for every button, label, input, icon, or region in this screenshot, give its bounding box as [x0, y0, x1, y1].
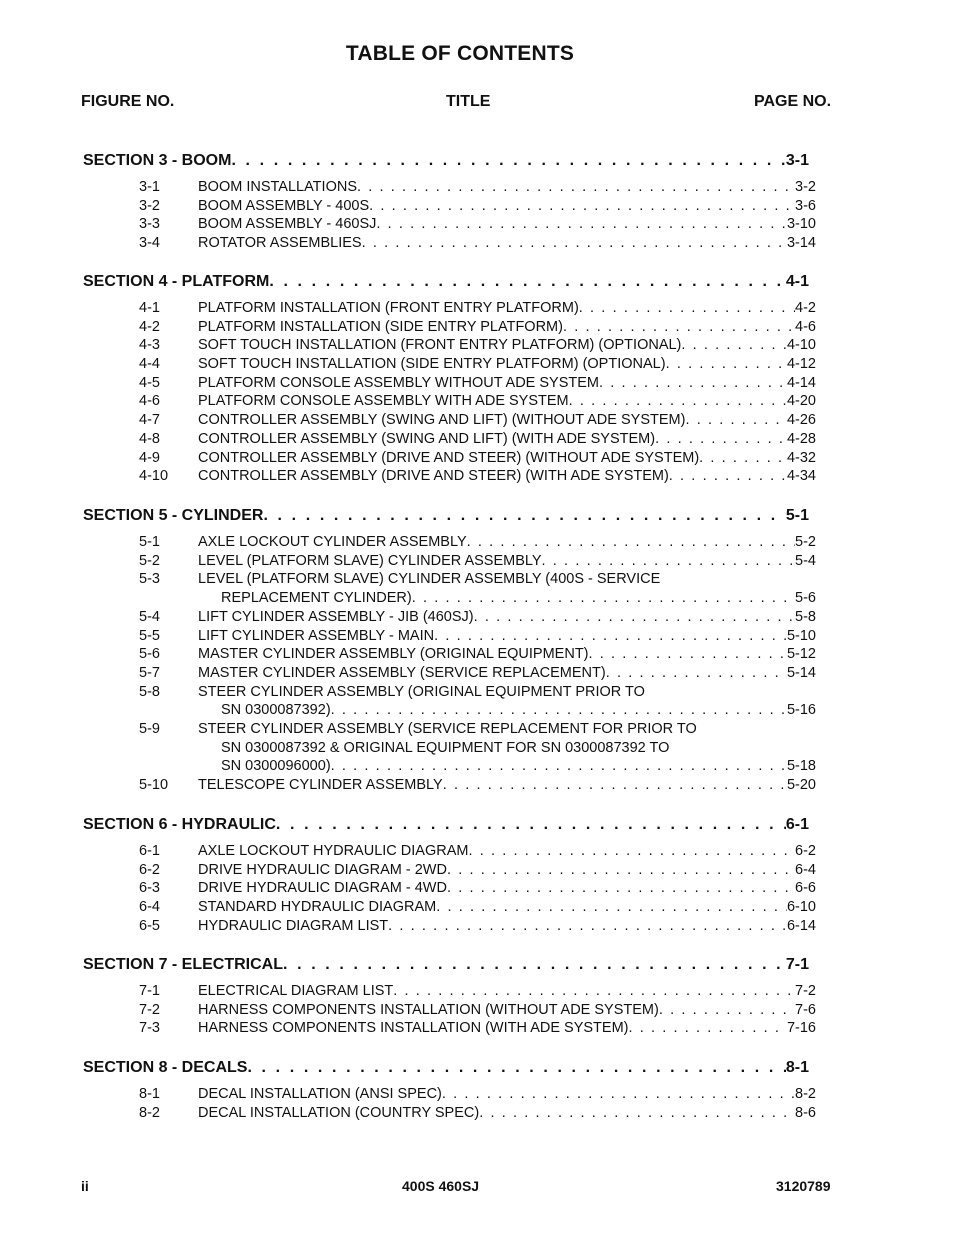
- toc-entry-line: [198, 216, 816, 232]
- figure-number: 3-4: [139, 235, 160, 251]
- toc-entry-line: [198, 665, 816, 681]
- toc-entry-line: [221, 702, 816, 718]
- toc-entry-line: [198, 880, 816, 896]
- dot-leader: [542, 553, 795, 569]
- toc-entry-line: [198, 179, 816, 195]
- dot-leader: [276, 816, 786, 834]
- entry-page-number: 4-20: [786, 393, 816, 409]
- entry-page-number: 6-4: [795, 862, 816, 878]
- footer-page-number: ii: [81, 1178, 89, 1194]
- figure-number: 4-1: [139, 300, 160, 316]
- dot-leader: [357, 179, 795, 195]
- toc-entry-line: [198, 337, 816, 353]
- dot-leader: [442, 1086, 795, 1102]
- toc-entry[interactable]: [139, 179, 816, 197]
- section-heading[interactable]: [83, 273, 809, 293]
- toc-entry-line: [198, 777, 816, 793]
- toc-entry-line: [198, 235, 816, 251]
- toc-entry-line: [198, 356, 816, 372]
- figure-number: 6-2: [139, 862, 160, 878]
- entry-title: MASTER CYLINDER ASSEMBLY (SERVICE REPLACEMENT): [198, 665, 606, 681]
- toc-entry-line: [198, 843, 816, 859]
- dot-leader: [369, 198, 795, 214]
- entry-page-number: 5-2: [795, 534, 816, 550]
- section-heading-line: [83, 507, 809, 525]
- section-page-number: 6-1: [785, 816, 809, 833]
- dot-leader: [468, 843, 795, 859]
- dot-leader: [628, 1020, 786, 1036]
- figure-number: 6-3: [139, 880, 160, 896]
- section-page-number: 4-1: [785, 273, 809, 290]
- dot-leader: [699, 450, 787, 466]
- entry-title: CONTROLLER ASSEMBLY (SWING AND LIFT) (WITHOUT ADE SYSTEM): [198, 412, 686, 428]
- entry-title: LEVEL (PLATFORM SLAVE) CYLINDER ASSEMBLY (400S - SERVICE: [198, 571, 661, 587]
- section-heading[interactable]: [83, 816, 809, 836]
- toc-entry[interactable]: [139, 721, 816, 739]
- entry-title: PLATFORM INSTALLATION (SIDE ENTRY PLATFORM): [198, 319, 563, 335]
- figure-number: 4-7: [139, 412, 160, 428]
- figure-number: 4-9: [139, 450, 160, 466]
- toc-entry[interactable]: [139, 1002, 816, 1020]
- section-heading[interactable]: [83, 1059, 809, 1079]
- toc-entry-continuation: [198, 740, 816, 758]
- section-heading[interactable]: [83, 152, 809, 172]
- toc-entry-line: [198, 450, 816, 466]
- figure-number: 5-1: [139, 534, 160, 550]
- title-header: TITLE: [446, 93, 491, 110]
- figure-number: 7-2: [139, 1002, 160, 1018]
- dot-leader: [467, 534, 795, 550]
- section-heading-line: [83, 152, 809, 170]
- section-page-number: 5-1: [785, 507, 809, 524]
- entry-page-number: 6-14: [786, 918, 816, 934]
- figure-number: 7-3: [139, 1020, 160, 1036]
- dot-leader: [655, 431, 787, 447]
- figure-number: 4-6: [139, 393, 160, 409]
- entry-title: SOFT TOUCH INSTALLATION (FRONT ENTRY PLATFORM) (OPTIONAL): [198, 337, 682, 353]
- toc-entry-line: [198, 918, 816, 934]
- toc-entry-line: [198, 899, 816, 915]
- entry-page-number: 6-2: [795, 843, 816, 859]
- toc-entry[interactable]: [139, 843, 816, 861]
- toc-entry-continuation: [198, 590, 816, 608]
- dot-leader: [447, 862, 795, 878]
- toc-entry[interactable]: [139, 899, 816, 917]
- toc-entry[interactable]: [139, 375, 816, 393]
- entry-page-number: 4-12: [786, 356, 816, 372]
- entry-page-number: 4-28: [786, 431, 816, 447]
- toc-entry[interactable]: [139, 983, 816, 1001]
- footer-doc-number: 3120789: [776, 1178, 831, 1194]
- toc-entry[interactable]: [139, 393, 816, 411]
- entry-page-number: 4-34: [786, 468, 816, 484]
- toc-entry-line: [198, 1020, 816, 1036]
- toc-entry[interactable]: [139, 880, 816, 898]
- figure-number: 3-3: [139, 216, 160, 232]
- entry-page-number: 6-6: [795, 880, 816, 896]
- figure-number: 3-1: [139, 179, 160, 195]
- toc-entry-line: [198, 609, 816, 625]
- dot-leader: [247, 1059, 785, 1077]
- section-heading-label: SECTION 7 - ELECTRICAL: [83, 956, 284, 973]
- page-no-header: PAGE NO.: [754, 93, 832, 110]
- dot-leader: [412, 590, 795, 606]
- entry-title: BOOM INSTALLATIONS: [198, 179, 357, 195]
- toc-entry-line: [198, 628, 816, 644]
- dot-leader: [376, 216, 787, 232]
- toc-entry[interactable]: [139, 777, 816, 795]
- toc-entry[interactable]: [139, 412, 816, 430]
- figure-number: 4-2: [139, 319, 160, 335]
- figure-number: 5-5: [139, 628, 160, 644]
- entry-title: DECAL INSTALLATION (COUNTRY SPEC): [198, 1105, 480, 1121]
- entry-page-number: 5-8: [795, 609, 816, 625]
- entry-title: DECAL INSTALLATION (ANSI SPEC): [198, 1086, 442, 1102]
- toc-entry[interactable]: [139, 300, 816, 318]
- figure-number: 5-3: [139, 571, 160, 587]
- section-heading-label: SECTION 3 - BOOM: [83, 152, 232, 169]
- figure-number: 8-1: [139, 1086, 160, 1102]
- toc-entry-line: [198, 198, 816, 214]
- entry-title: PLATFORM CONSOLE ASSEMBLY WITHOUT ADE SYSTEM: [198, 375, 599, 391]
- toc-entry[interactable]: [139, 216, 816, 234]
- entry-title: PLATFORM INSTALLATION (FRONT ENTRY PLATFORM): [198, 300, 579, 316]
- section-page-number: 8-1: [785, 1059, 809, 1076]
- dot-leader: [447, 880, 795, 896]
- entry-title: SN 0300087392): [221, 702, 331, 718]
- dot-leader: [436, 899, 787, 915]
- dot-leader: [681, 337, 787, 353]
- entry-title: REPLACEMENT CYLINDER): [221, 590, 412, 606]
- toc-entry[interactable]: [139, 1086, 816, 1104]
- entry-title: SN 0300096000): [221, 758, 331, 774]
- toc-entry[interactable]: [139, 235, 816, 253]
- dot-leader: [579, 300, 795, 316]
- toc-entry-line: [198, 468, 816, 484]
- entry-title: CONTROLLER ASSEMBLY (DRIVE AND STEER) (WITH ADE SYSTEM): [198, 468, 669, 484]
- toc-entry[interactable]: [139, 468, 816, 486]
- entry-page-number: 6-10: [786, 899, 816, 915]
- dot-leader: [388, 918, 787, 934]
- entry-title: AXLE LOCKOUT CYLINDER ASSEMBLY: [198, 534, 467, 550]
- entry-title: CONTROLLER ASSEMBLY (SWING AND LIFT) (WITH ADE SYSTEM): [198, 431, 656, 447]
- toc-entry-line: [198, 534, 816, 550]
- toc-entry[interactable]: [139, 628, 816, 646]
- toc-entry[interactable]: [139, 862, 816, 880]
- entry-title: CONTROLLER ASSEMBLY (DRIVE AND STEER) (WITHOUT ADE SYSTEM): [198, 450, 700, 466]
- figure-number: 4-3: [139, 337, 160, 353]
- entry-title: DRIVE HYDRAULIC DIAGRAM - 2WD: [198, 862, 447, 878]
- entry-title: SN 0300087392 & ORIGINAL EQUIPMENT FOR SN 0300087392 TO: [221, 740, 670, 756]
- toc-entry-line: [221, 590, 816, 606]
- entry-page-number: 5-12: [786, 646, 816, 662]
- toc-entry-continuation: [198, 702, 816, 720]
- entry-title: ELECTRICAL DIAGRAM LIST: [198, 983, 394, 999]
- section-heading-line: [83, 956, 809, 974]
- entry-title: HYDRAULIC DIAGRAM LIST: [198, 918, 389, 934]
- entry-page-number: 4-26: [786, 412, 816, 428]
- dot-leader: [685, 412, 787, 428]
- toc-entry[interactable]: [139, 198, 816, 216]
- section-heading[interactable]: [83, 956, 809, 976]
- toc-entry[interactable]: [139, 450, 816, 468]
- toc-entry-line: [198, 431, 816, 447]
- figure-number: 8-2: [139, 1105, 160, 1121]
- figure-number: 4-5: [139, 375, 160, 391]
- entry-title: SOFT TOUCH INSTALLATION (SIDE ENTRY PLATFORM) (OPTIONAL): [198, 356, 666, 372]
- dot-leader: [269, 273, 786, 291]
- toc-entry-line: [198, 1086, 816, 1102]
- toc-entry[interactable]: [139, 665, 816, 683]
- section-page-number: 7-1: [785, 956, 809, 973]
- dot-leader: [362, 235, 787, 251]
- toc-entry[interactable]: [139, 356, 816, 374]
- toc-entry[interactable]: [139, 646, 816, 664]
- toc-entry-line: [198, 862, 816, 878]
- dot-leader: [669, 468, 787, 484]
- entry-page-number: 5-14: [786, 665, 816, 681]
- figure-number: 4-4: [139, 356, 160, 372]
- entry-page-number: 5-4: [795, 553, 816, 569]
- entry-title: HARNESS COMPONENTS INSTALLATION (WITHOUT ADE SYSTEM): [198, 1002, 659, 1018]
- entry-title: TELESCOPE CYLINDER ASSEMBLY: [198, 777, 443, 793]
- toc-entry-line: [198, 983, 816, 999]
- entry-page-number: 5-18: [786, 758, 816, 774]
- section-heading-label: SECTION 6 - HYDRAULIC: [83, 816, 276, 833]
- dot-leader: [659, 1002, 795, 1018]
- section-page-number: 3-1: [785, 152, 809, 169]
- entry-title: BOOM ASSEMBLY - 460SJ: [198, 216, 377, 232]
- section-heading[interactable]: [83, 507, 809, 527]
- toc-entry[interactable]: [139, 571, 816, 589]
- dot-leader: [569, 393, 787, 409]
- dot-leader: [283, 956, 786, 974]
- figure-number: 6-5: [139, 918, 160, 934]
- figure-number: 5-6: [139, 646, 160, 662]
- entry-page-number: 5-16: [786, 702, 816, 718]
- toc-entry[interactable]: [139, 534, 816, 552]
- entry-page-number: 4-32: [786, 450, 816, 466]
- entry-page-number: 3-10: [786, 216, 816, 232]
- section-heading-label: SECTION 4 - PLATFORM: [83, 273, 270, 290]
- toc-entry-continuation: [198, 758, 816, 776]
- entry-page-number: 3-14: [786, 235, 816, 251]
- entry-page-number: 8-2: [795, 1086, 816, 1102]
- toc-entry-line: [198, 646, 816, 662]
- entry-page-number: 3-6: [795, 198, 816, 214]
- entry-title: BOOM ASSEMBLY - 400S: [198, 198, 370, 214]
- entry-title: LIFT CYLINDER ASSEMBLY - JIB (460SJ): [198, 609, 474, 625]
- figure-number: 5-9: [139, 721, 160, 737]
- entry-title: HARNESS COMPONENTS INSTALLATION (WITH ADE SYSTEM): [198, 1020, 629, 1036]
- entry-page-number: 4-6: [795, 319, 816, 335]
- section-heading-label: SECTION 8 - DECALS: [83, 1059, 248, 1076]
- entry-page-number: 4-14: [786, 375, 816, 391]
- toc-entry[interactable]: [139, 553, 816, 571]
- entry-title: MASTER CYLINDER ASSEMBLY (ORIGINAL EQUIPMENT): [198, 646, 589, 662]
- figure-number: 4-8: [139, 431, 160, 447]
- toc-entry[interactable]: [139, 1105, 816, 1123]
- dot-leader: [599, 375, 787, 391]
- dot-leader: [589, 646, 787, 662]
- toc-entry-line: [198, 553, 816, 569]
- entry-page-number: 7-2: [795, 983, 816, 999]
- dot-leader: [434, 628, 787, 644]
- section-heading-line: [83, 816, 809, 834]
- figure-number: 5-8: [139, 684, 160, 700]
- entry-title: AXLE LOCKOUT HYDRAULIC DIAGRAM: [198, 843, 469, 859]
- entry-title: DRIVE HYDRAULIC DIAGRAM - 4WD: [198, 880, 447, 896]
- entry-title: PLATFORM CONSOLE ASSEMBLY WITH ADE SYSTEM: [198, 393, 569, 409]
- figure-number: 6-4: [139, 899, 160, 915]
- entry-page-number: 5-10: [786, 628, 816, 644]
- figure-number: 3-2: [139, 198, 160, 214]
- entry-page-number: 5-6: [795, 590, 816, 606]
- section-heading-label: SECTION 5 - CYLINDER: [83, 507, 264, 524]
- dot-leader: [563, 319, 795, 335]
- dot-leader: [479, 1105, 795, 1121]
- toc-entry-line: [198, 375, 816, 391]
- figure-number: 5-4: [139, 609, 160, 625]
- toc-entry-line: [198, 319, 816, 335]
- entry-title: ROTATOR ASSEMBLIES: [198, 235, 362, 251]
- dot-leader: [331, 758, 787, 774]
- toc-entry[interactable]: [139, 684, 816, 702]
- entry-title: LEVEL (PLATFORM SLAVE) CYLINDER ASSEMBLY: [198, 553, 542, 569]
- dot-leader: [474, 609, 795, 625]
- toc-entry-line: [221, 758, 816, 774]
- toc-entry[interactable]: [139, 1020, 816, 1038]
- toc-entry-line: [198, 300, 816, 316]
- entry-page-number: 5-20: [786, 777, 816, 793]
- dot-leader: [606, 665, 787, 681]
- figure-number: 5-7: [139, 665, 160, 681]
- section-heading-line: [83, 273, 809, 291]
- dot-leader: [443, 777, 787, 793]
- dot-leader: [263, 507, 785, 525]
- toc-entry-line: [198, 1105, 816, 1121]
- entry-page-number: 7-16: [786, 1020, 816, 1036]
- figure-number: 6-1: [139, 843, 160, 859]
- footer-model: 400S 460SJ: [402, 1178, 480, 1194]
- dot-leader: [666, 356, 787, 372]
- figure-number: 5-2: [139, 553, 160, 569]
- toc-entry[interactable]: [139, 337, 816, 355]
- entry-title: STEER CYLINDER ASSEMBLY (SERVICE REPLACEMENT FOR PRIOR TO: [198, 721, 697, 737]
- dot-leader: [393, 983, 795, 999]
- dot-leader: [331, 702, 787, 718]
- figure-number: 7-1: [139, 983, 160, 999]
- toc-entry[interactable]: [139, 609, 816, 627]
- figure-no-header: FIGURE NO.: [81, 93, 175, 110]
- toc-entry[interactable]: [139, 918, 816, 936]
- toc-entry-line: [198, 393, 816, 409]
- entry-page-number: 4-10: [786, 337, 816, 353]
- page-title: TABLE OF CONTENTS: [345, 42, 575, 65]
- entry-title: STEER CYLINDER ASSEMBLY (ORIGINAL EQUIPMENT PRIOR TO: [198, 684, 645, 700]
- toc-entry-line: [198, 1002, 816, 1018]
- figure-number: 5-10: [139, 777, 169, 793]
- entry-page-number: 4-2: [795, 300, 816, 316]
- section-heading-line: [83, 1059, 809, 1077]
- entry-page-number: 8-6: [795, 1105, 816, 1121]
- entry-title: STANDARD HYDRAULIC DIAGRAM: [198, 899, 437, 915]
- entry-title: LIFT CYLINDER ASSEMBLY - MAIN: [198, 628, 435, 644]
- toc-entry-line: [198, 412, 816, 428]
- entry-page-number: 7-6: [795, 1002, 816, 1018]
- entry-page-number: 3-2: [795, 179, 816, 195]
- toc-entry[interactable]: [139, 431, 816, 449]
- figure-number: 4-10: [139, 468, 169, 484]
- dot-leader: [231, 152, 785, 170]
- toc-entry[interactable]: [139, 319, 816, 337]
